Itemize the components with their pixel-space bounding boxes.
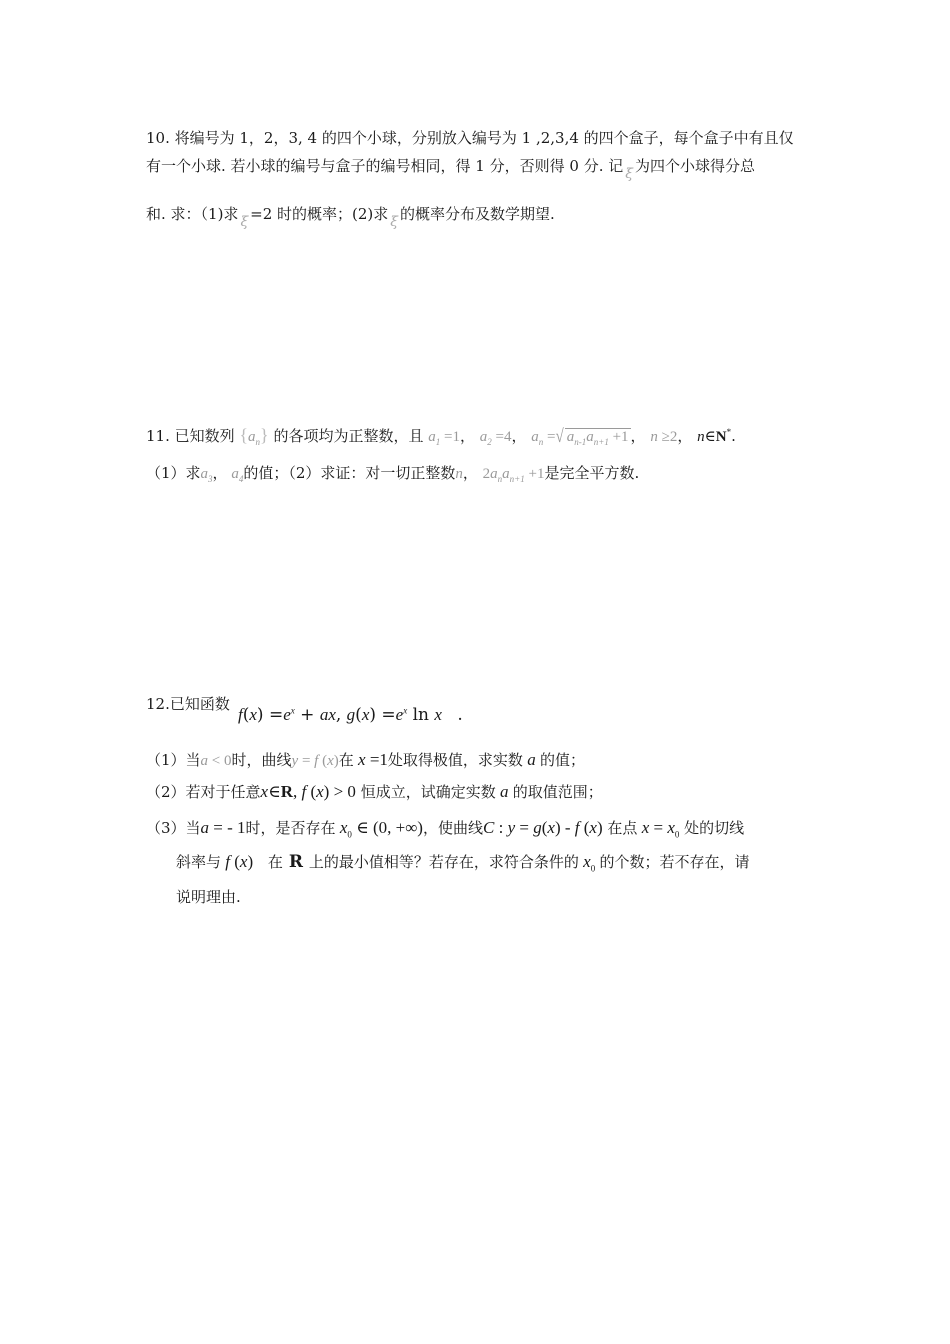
q11-line-1: 11. 已知数列 $\{a_n\}$ 的各项均为正整数，且 $a_1 =1$， $a_2 =4$， $a_n$ =√ $a_{n-1}a_{n+1} +1$ ， n ≥2， n∈N*. bbox=[146, 425, 736, 447]
formula-n: n bbox=[455, 466, 463, 482]
formula-a2: $a_2 =4$ bbox=[479, 429, 512, 447]
xi-symbol: ξ bbox=[240, 214, 249, 230]
formula-n-in-N: n∈N* bbox=[697, 427, 732, 445]
q12-part-3-line-3: 说明理由. bbox=[176, 888, 241, 906]
sequence-an: $\{a_n\}$ bbox=[239, 425, 269, 447]
xi-symbol: ξ bbox=[625, 166, 633, 182]
formula-f-g-definition: $f(x) =e^x$ + ax, $g(x) =e^x$ ln x . bbox=[238, 705, 463, 725]
q10-line-1: 10. 将编号为 1，2，3, 4 的四个小球，分别放入编号为 1 ,2,3,4 的四个盒子，每个盒子中有且仅 bbox=[146, 129, 794, 147]
formula-n-ge-2: n ≥2 bbox=[650, 429, 678, 445]
formula-a4: $a_4$ bbox=[227, 466, 244, 484]
q11-line-2: （1）求$a_3$， $a_4$的值；（2）求证：对一切正整数n， $2a_na_{n+1} +1$是完全平方数. bbox=[146, 464, 640, 484]
q12-part-3-line-2: 斜率与 f (x) 在 R 上的最小值相等？若存在，求符合条件的 $x_0$ 的个数；若不存在，请 bbox=[176, 852, 750, 874]
q10-line-3: 和. 求：（1)求 ξ =2 时的概率；(2)求 ξ 的概率分布及数学期望. bbox=[146, 205, 555, 230]
q12-part-1: （1）当a < 0时，曲线y = f (x)在 x =1处取得极值，求实数 a 的值； bbox=[146, 750, 585, 769]
formula-a3: $a_3$ bbox=[200, 466, 213, 484]
formula-an-recurrence: $a_n$ =√ $a_{n-1}a_{n+1} +1$ bbox=[531, 426, 629, 447]
q12-part-2: （2）若对于任意x∈R, f (x) > 0 恒成立，试确定实数 a 的取值范围； bbox=[146, 782, 603, 801]
formula-a1: $a_1 =1$ bbox=[428, 429, 460, 447]
xi-symbol: ξ bbox=[390, 214, 399, 230]
formula-2anan1-plus-1: $2a_na_{n+1} +1$ bbox=[482, 466, 545, 484]
q12-heading: 12.已知函数 bbox=[146, 695, 230, 713]
q10-line-2: 有一个小球. 若小球的编号与盒子的编号相同，得 1 分，否则得 0 分. 记 ξ 为四个小球得分总 bbox=[146, 157, 755, 182]
q12-part-3-line-1: （3）当a = - 1时，是否存在 $x_0$ ∈ (0, +∞)，使曲线C : y = g(x) - f (x) 在点 $x = x_0$ 处的切线 bbox=[146, 818, 745, 840]
